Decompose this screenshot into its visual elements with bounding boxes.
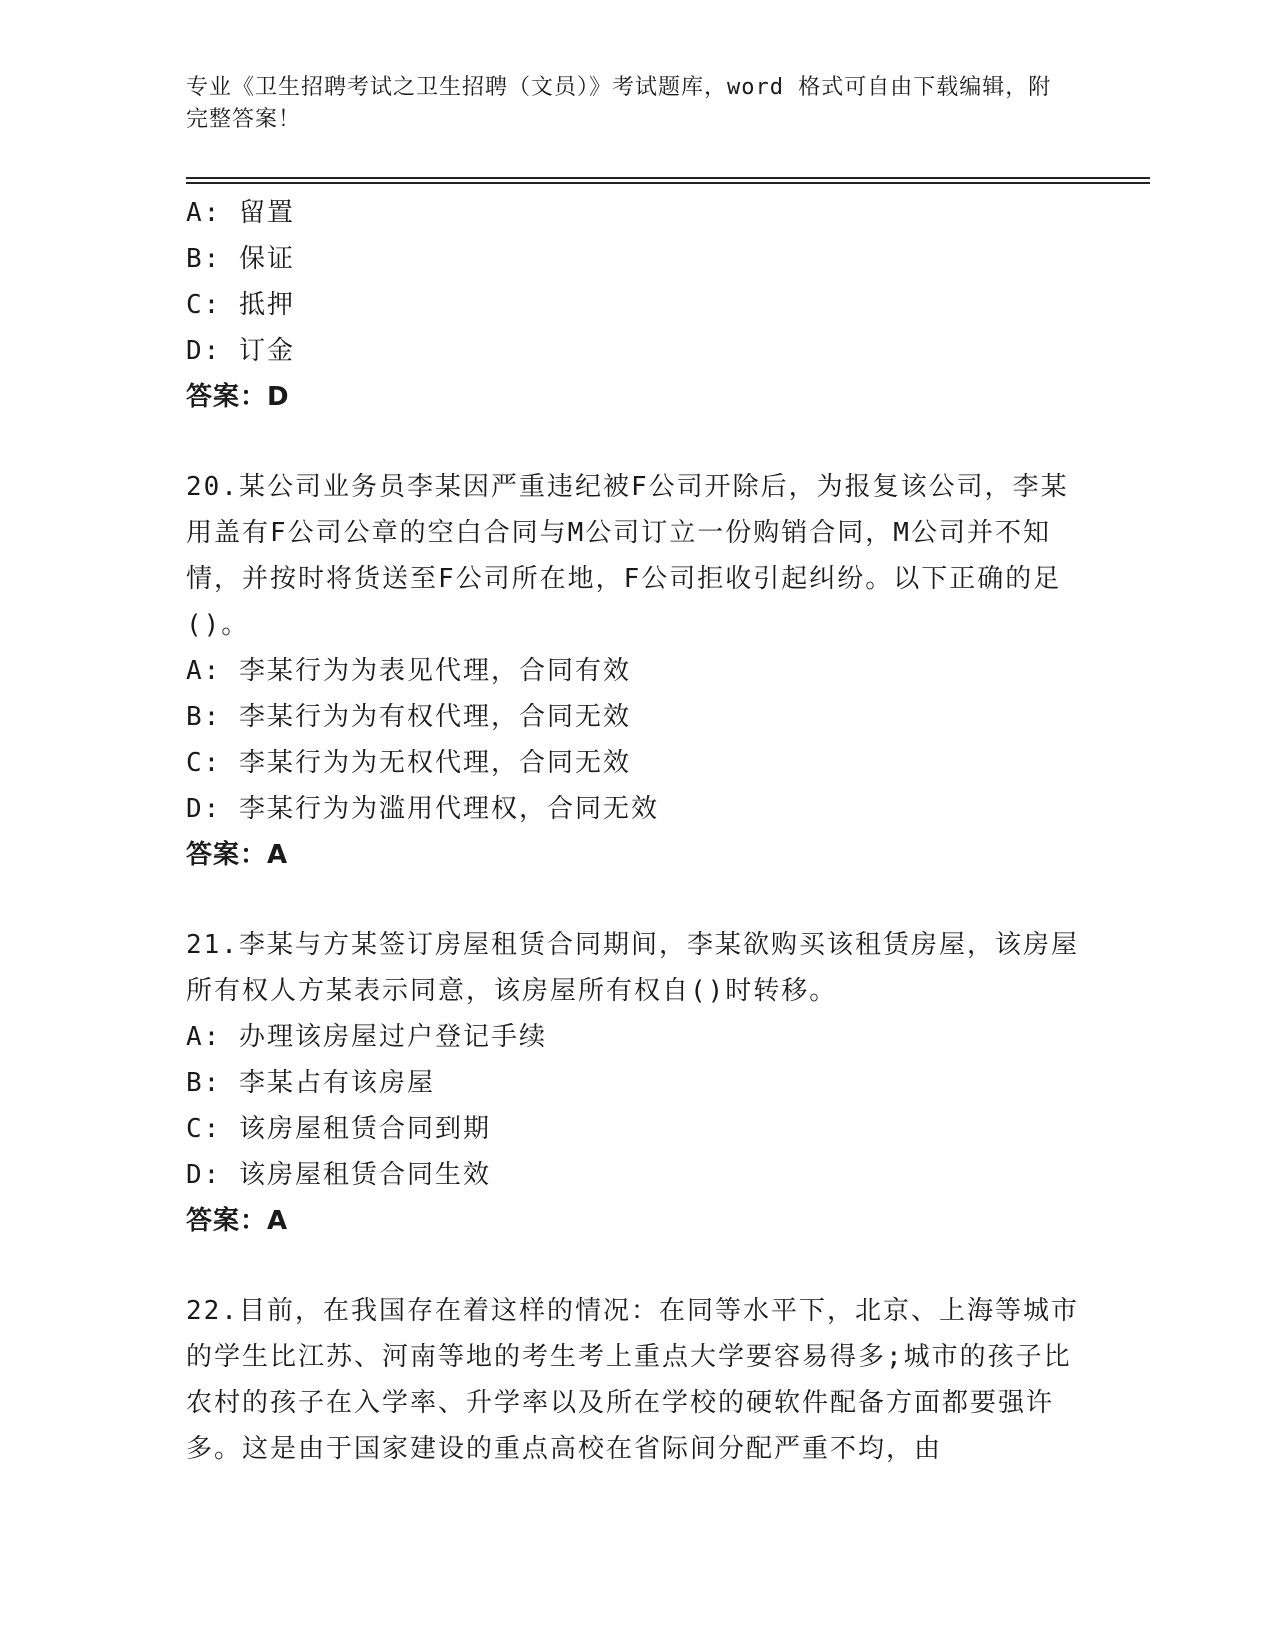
header-divider-bottom [186,182,1150,184]
question-block-22 [186,1288,1086,1472]
option-c: C: 该房屋租赁合同到期 [186,1114,491,1144]
option-a: A: 办理该房屋过户登记手续 [186,1022,547,1052]
spacer [186,878,1086,922]
option-c: C: 李某行为为无权代理，合同无效 [186,748,631,778]
spacer [186,420,1086,464]
header-divider-top [186,177,1150,179]
option-a: A: 留置 [186,198,295,228]
question-block-20 [186,464,1086,878]
question-stem: 22.目前，在我国存在着这样的情况：在同等水平下，北京、上海等城市的学生比江苏、河南等地的考生考上重点大学要容易得多;城市的孩子比农村的孩子在入学率、升学率以及所在学校的硬软件配备方面都要强许多。这是由于国家建设的重点高校在省际间分配严重不均，由 [186,1296,1079,1464]
answer: 答案：A [186,1206,289,1236]
document-header: 专业《卫生招聘考试之卫生招聘（文员）》考试题库，word 格式可自由下载编辑，附完整答案！ [186,75,1052,132]
option-d: D: 李某行为为滥用代理权，合同无效 [186,794,659,824]
option-b: B: 保证 [186,244,295,274]
answer: 答案：D [186,382,290,412]
spacer [186,1244,1086,1288]
answer: 答案：A [186,840,289,870]
question-block-21 [186,922,1086,1244]
option-d: D: 订金 [186,336,295,366]
option-b: B: 李某占有该房屋 [186,1068,435,1098]
option-b: B: 李某行为为有权代理，合同无效 [186,702,631,732]
option-d: D: 该房屋租赁合同生效 [186,1160,491,1190]
question-block-19 [186,190,1086,420]
option-c: C: 抵押 [186,290,295,320]
question-list [186,190,1086,1472]
option-a: A: 李某行为为表见代理，合同有效 [186,656,631,686]
question-stem: 20.某公司业务员李某因严重违纪被F公司开除后，为报复该公司，李某用盖有F公司公章的空白合同与M公司订立一份购销合同，M公司并不知情，并按时将货送至F公司所在地，F公司拒收引起纠纷。以下正确的足()。 [186,472,1069,640]
question-stem: 21.李某与方某签订房屋租赁合同期间，李某欲购买该租赁房屋，该房屋所有权人方某表示同意，该房屋所有权自()时转移。 [186,930,1079,1006]
